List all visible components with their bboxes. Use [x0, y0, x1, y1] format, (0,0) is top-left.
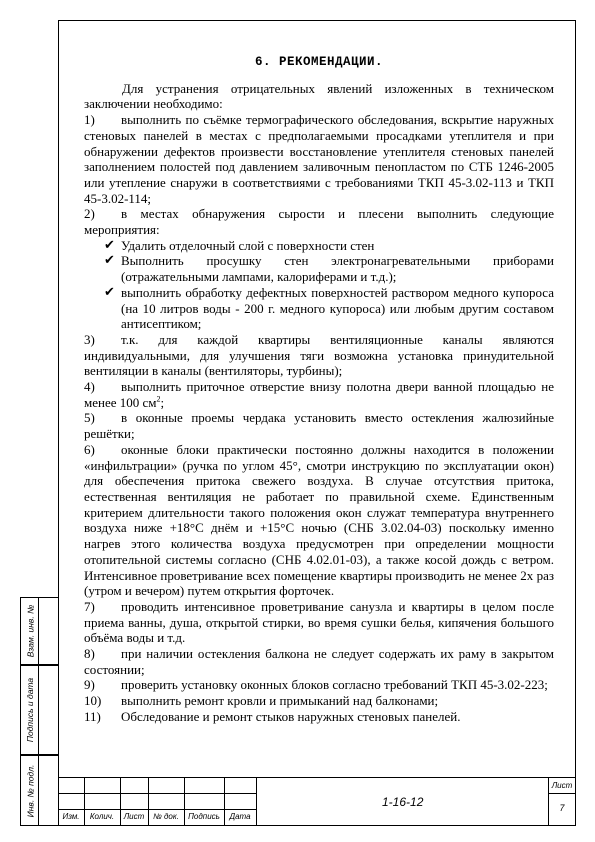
- item-text: выполнить приточное отверстие внизу полотна двери ванной площадью не менее 100 см: [84, 379, 554, 410]
- title-block: [58, 777, 576, 826]
- item-number: 5): [84, 410, 95, 426]
- col-podpis: Подпись: [188, 812, 220, 821]
- sheet-label: Лист: [551, 781, 573, 790]
- item-number: 7): [84, 598, 95, 614]
- side-label-podpis-data: Подпись и дата: [25, 677, 35, 743]
- superscript: 2: [156, 394, 161, 404]
- item-text: проверить установку оконных блоков согласно требований ТКП 45-3.02-223;: [121, 677, 548, 693]
- sub-item-text: выполнить обработку дефектных поверхностей раствором медного купороса (на 10 литров воды - 200 г. медного купороса) или любым другим составом антисептиком;: [121, 284, 554, 332]
- sub-list-item: [84, 238, 554, 254]
- item-number: 8): [84, 646, 95, 662]
- item-text: оконные блоки практически постоянно должны находится в положении «инфильтрации» (ручка по углом 45°, смотри инструкцию по эксплуатации окон) для обеспечения притока свежего воздуха. В случае отсутствия притока, естественная вентиляция не работает по правильной схеме. Единственным критерием длительности такого положения окон служат температура внутреннего воздуха ниже +18°С днём и +15°С ночью (СНБ 3.02.04-03) поскольку именно нагрев этого количества воздуха предусмотрен при определении мощности отопительной системы согласно (СНБ 4.02.01-03), а также косой дождь с ветром. Интенсивное проветривание всех помещение квартиры производить не менее 2х раз (утром и вечером) путем открытия форточек.: [84, 441, 554, 599]
- col-kolich: Колич.: [89, 812, 115, 821]
- col-izm: Изм.: [62, 812, 80, 821]
- item-number: 6): [84, 441, 95, 457]
- intro-paragraph: Для устранения отрицательных явлений изложенных в техническом заключении необходимо:: [84, 80, 554, 112]
- item-text: проводить интенсивное проветривание санузла и квартиры в целом после приема ванны, душа, открытой стирки, во время сушки белья, кипячения большого объёма воды и т.д.: [84, 598, 554, 646]
- item-text: при наличии остекления балкона не следует содержать их раму в закрытом состоянии;: [84, 646, 554, 677]
- document-code: 1-16-12: [382, 795, 424, 809]
- side-label-inv-podl: Инв. № подл.: [25, 764, 35, 817]
- list-item: [84, 112, 554, 206]
- item-number: 11): [84, 708, 101, 724]
- col-data: Дата: [229, 812, 251, 821]
- sub-item-text: Удалить отделочный слой с поверхности стен: [121, 237, 375, 253]
- list-item: [84, 379, 554, 410]
- col-list: Лист: [123, 812, 145, 821]
- side-stamp-podpis: [20, 665, 58, 755]
- section-title: 6. РЕКОМЕНДАЦИИ.: [254, 55, 384, 69]
- item-number: 4): [84, 379, 95, 395]
- list-item: [84, 646, 554, 677]
- item-number: 3): [84, 331, 95, 347]
- item-text: в местах обнаружения сырости и плесени выполнить следующие мероприятия:: [84, 206, 554, 238]
- item-number: 1): [84, 112, 95, 128]
- list-item: [84, 206, 554, 237]
- item-tail: ;: [160, 394, 165, 410]
- sub-item-text: Выполнить просушку стен электронагревательными приборами (отражательными лампами, калориферами и т.д.);: [121, 253, 554, 285]
- document-body: [84, 50, 554, 725]
- item-text: выполнить по съёмке термографического обследования, вскрытие наружных стеновых панелей в местах с предполагаемыми просадками утеплителя и при обнаружении дефектов произвести восстановление утеплителя стеновых панелей заполнением полостей под давлением заливочным пенопластом по СТБ 1246-2005 или утепление снаружи в соответствиями с требованиями ТКП 45-3.02-113 и ТКП 45-3.02-114;: [84, 112, 554, 206]
- item-number: 10): [84, 693, 102, 709]
- side-label-vzam: Взам. инв. №: [25, 604, 36, 658]
- side-stamp-inv: [20, 755, 58, 826]
- list-item: [84, 693, 554, 709]
- sub-list-item: [84, 253, 554, 284]
- item-text: т.к. для каждой квартиры вентиляционные каналы являются индивидуальными, для улучшения тяги возможна установка принудительной вентиляции в каналы (вентиляторы, турбины);: [84, 331, 554, 379]
- list-item: [84, 442, 554, 599]
- sheet-number: 7: [559, 803, 565, 813]
- item-number: 2): [84, 206, 95, 222]
- side-stamp-vzam: [20, 597, 58, 665]
- list-item: [84, 410, 554, 441]
- item-text: Обследование и ремонт стыков наружных стеновых панелей.: [121, 708, 461, 724]
- col-ndok: № док.: [153, 812, 179, 821]
- item-number: 9): [84, 677, 95, 693]
- item-text: выполнить ремонт кровли и примыканий над балконами;: [121, 693, 439, 709]
- sub-list-item: [84, 285, 554, 332]
- list-item: [84, 709, 554, 725]
- list-item: [84, 599, 554, 646]
- checkmark-icon: ✔: [104, 283, 115, 299]
- item-text: в оконные проемы чердака установить вместо остекления жалюзийные решётки;: [84, 410, 554, 442]
- checkmark-icon: ✔: [104, 252, 115, 268]
- list-item: [84, 677, 554, 693]
- checkmark-icon: ✔: [104, 236, 115, 252]
- list-item: [84, 332, 554, 379]
